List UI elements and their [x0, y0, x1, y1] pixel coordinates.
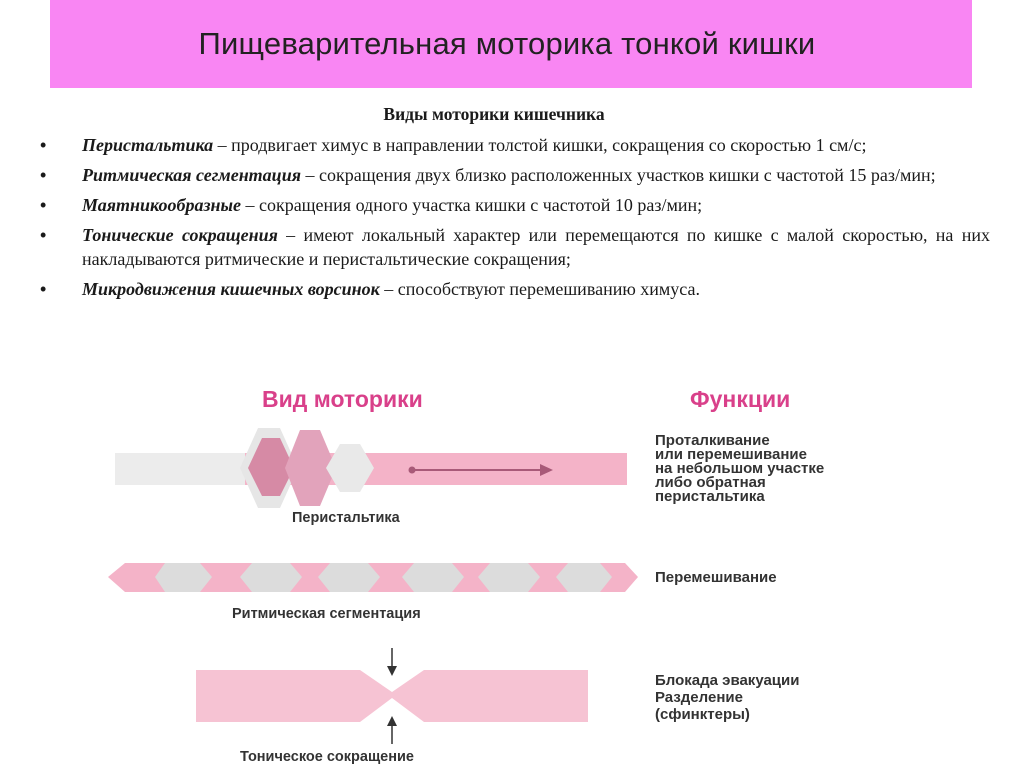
subtitle-text: Виды моторики кишечника — [383, 104, 605, 124]
tonic-illustration — [196, 648, 588, 744]
peristalsis-function: Проталкивание или перемешивание на небольшом участке либо обратная перистальтика — [655, 432, 825, 505]
page-title: Пищеварительная моторика тонкой кишки — [198, 26, 816, 61]
bullet-icon: • — [40, 165, 47, 185]
segmentation-label: Ритмическая сегментация — [232, 606, 421, 622]
term: Тонические сокращения — [82, 225, 278, 245]
definition: – сокращения двух близко расположенных участков кишки с частотой 15 раз/мин; — [300, 165, 936, 185]
segmentation-illustration — [108, 563, 638, 592]
list-item — [40, 223, 990, 271]
bullet-icon: • — [40, 225, 47, 245]
definition: – способствуют перемешиванию химуса. — [379, 279, 700, 299]
motility-list — [40, 133, 990, 307]
segmentation-function: Перемешивание — [655, 569, 777, 586]
sphincter-segment — [196, 670, 588, 722]
segment-bulge — [402, 563, 464, 592]
tonic-function: Блокада эвакуации Разделение (сфинктеры) — [655, 672, 800, 723]
definition: – имеют локальный характер или перемещаются по кишке с малой скоростью, на них накладываются ритмические и перистальтические сокращения; — [82, 225, 990, 269]
peristalsis-label: Перистальтика — [292, 510, 400, 526]
term: Перистальтика — [82, 135, 214, 155]
definition: – продвигает химус в направлении толстой кишки, сокращения со скоростью 1 см/с; — [213, 135, 867, 155]
title-bar — [50, 0, 972, 88]
bullet-icon: • — [40, 195, 47, 215]
column-header-functions: Функции — [690, 386, 791, 412]
list-item — [40, 193, 990, 217]
diagram-graphics — [0, 380, 1024, 768]
bullet-icon: • — [40, 135, 47, 155]
intestine-segment-faded — [115, 453, 245, 485]
bullet-icon: • — [40, 279, 47, 299]
tonic-label: Тоническое сокращение — [240, 749, 414, 765]
peristalsis-illustration — [115, 428, 627, 508]
arrow-up-icon — [387, 716, 397, 726]
segment-bulge — [240, 563, 302, 592]
motility-diagram — [0, 380, 1024, 768]
term: Микродвижения кишечных ворсинок — [82, 279, 380, 299]
segment-bulge — [318, 563, 380, 592]
list-item — [40, 163, 990, 187]
arrow-down-icon — [387, 666, 397, 676]
segment-bulge — [155, 563, 212, 592]
list-item — [40, 277, 990, 301]
segment-bulge — [478, 563, 540, 592]
column-header-type: Вид моторики — [262, 386, 423, 412]
term: Маятникообразные — [82, 195, 241, 215]
term: Ритмическая сегментация — [82, 165, 301, 185]
section-subtitle — [0, 104, 1024, 125]
definition: – сокращения одного участка кишки с частотой 10 раз/мин; — [240, 195, 703, 215]
chyme-dot — [409, 467, 416, 474]
list-item — [40, 133, 990, 157]
